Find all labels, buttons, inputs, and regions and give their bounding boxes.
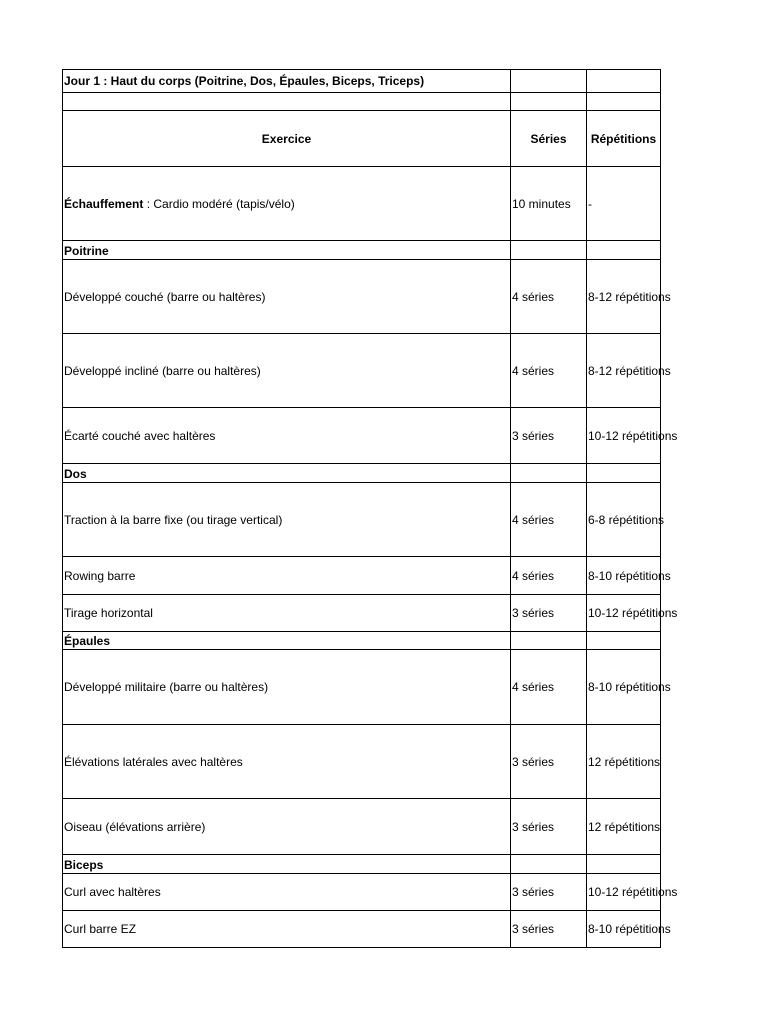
exercise-sets: 4 séries: [511, 483, 587, 557]
exercise-row: [63, 260, 661, 334]
exercise-reps: 8-12 répétitions: [587, 260, 661, 334]
exercise-row: [63, 725, 661, 799]
exercise-sets: 3 séries: [511, 911, 587, 948]
exercise-reps: 12 répétitions: [587, 725, 661, 799]
exercise-name: Élévations latérales avec haltères: [63, 725, 511, 799]
warmup-sets: 10 minutes: [511, 167, 587, 241]
exercise-reps: 12 répétitions: [587, 799, 661, 855]
empty-cell: [511, 855, 587, 874]
empty-cell: [587, 464, 661, 483]
empty-cell: [63, 93, 511, 111]
empty-cell: [587, 632, 661, 650]
empty-cell: [511, 93, 587, 111]
exercise-name: Curl avec haltères: [63, 874, 511, 911]
exercise-sets: 3 séries: [511, 799, 587, 855]
exercise-row: [63, 650, 661, 725]
section-row: [63, 464, 661, 483]
exercise-sets: 3 séries: [511, 595, 587, 632]
warmup-cell: [63, 167, 511, 241]
exercise-name: Développé couché (barre ou haltères): [63, 260, 511, 334]
workout-table: [62, 69, 678, 948]
empty-cell: [587, 70, 661, 93]
exercise-row: [63, 595, 661, 632]
exercise-reps: 10-12 répétitions: [587, 874, 661, 911]
empty-cell: [587, 93, 661, 111]
warmup-label: Échauffement: [64, 196, 144, 211]
warmup-reps: -: [587, 167, 661, 241]
exercise-name: Tirage horizontal: [63, 595, 511, 632]
exercise-sets: 4 séries: [511, 650, 587, 725]
exercise-sets: 3 séries: [511, 725, 587, 799]
section-title: Biceps: [63, 855, 511, 874]
header-exercise: Exercice: [63, 111, 511, 167]
empty-cell: [511, 464, 587, 483]
exercise-reps: 8-10 répétitions: [587, 650, 661, 725]
header-sets: Séries: [511, 111, 587, 167]
exercise-name: Oiseau (élévations arrière): [63, 799, 511, 855]
exercise-name: Développé militaire (barre ou haltères): [63, 650, 511, 725]
empty-cell: [587, 855, 661, 874]
header-reps: Répétitions: [587, 111, 661, 167]
exercise-reps: 8-12 répétitions: [587, 334, 661, 408]
empty-cell: [587, 241, 661, 260]
exercise-row: [63, 799, 661, 855]
page-title: Jour 1 : Haut du corps (Poitrine, Dos, Épaules, Biceps, Triceps): [63, 70, 511, 93]
exercise-row: [63, 874, 661, 911]
exercise-reps: 10-12 répétitions: [587, 408, 661, 464]
empty-cell: [511, 632, 587, 650]
title-row: [63, 70, 661, 93]
exercise-sets: 3 séries: [511, 874, 587, 911]
exercise-reps: 10-12 répétitions: [587, 595, 661, 632]
section-row: [63, 855, 661, 874]
warmup-row: [63, 167, 661, 241]
section-title: Dos: [63, 464, 511, 483]
empty-cell: [511, 70, 587, 93]
exercise-sets: 4 séries: [511, 557, 587, 595]
exercise-row: [63, 557, 661, 595]
exercise-name: Développé incliné (barre ou haltères): [63, 334, 511, 408]
section-title: Poitrine: [63, 241, 511, 260]
warmup-text: : Cardio modéré (tapis/vélo): [143, 196, 295, 211]
section-title: Épaules: [63, 632, 511, 650]
header-row: [63, 111, 661, 167]
section-row: [63, 632, 661, 650]
exercise-reps: 8-10 répétitions: [587, 911, 661, 948]
spacer-row: [63, 93, 661, 111]
exercise-name: Traction à la barre fixe (ou tirage vertical): [63, 483, 511, 557]
exercise-reps: 6-8 répétitions: [587, 483, 661, 557]
empty-cell: [511, 241, 587, 260]
exercise-sets: 4 séries: [511, 334, 587, 408]
exercise-name: Curl barre EZ: [63, 911, 511, 948]
exercise-sets: 4 séries: [511, 260, 587, 334]
exercise-row: [63, 483, 661, 557]
exercise-reps: 8-10 répétitions: [587, 557, 661, 595]
exercise-name: Écarté couché avec haltères: [63, 408, 511, 464]
exercise-row: [63, 408, 661, 464]
section-row: [63, 241, 661, 260]
exercise-row: [63, 911, 661, 948]
exercise-name: Rowing barre: [63, 557, 511, 595]
exercise-row: [63, 334, 661, 408]
exercise-sets: 3 séries: [511, 408, 587, 464]
